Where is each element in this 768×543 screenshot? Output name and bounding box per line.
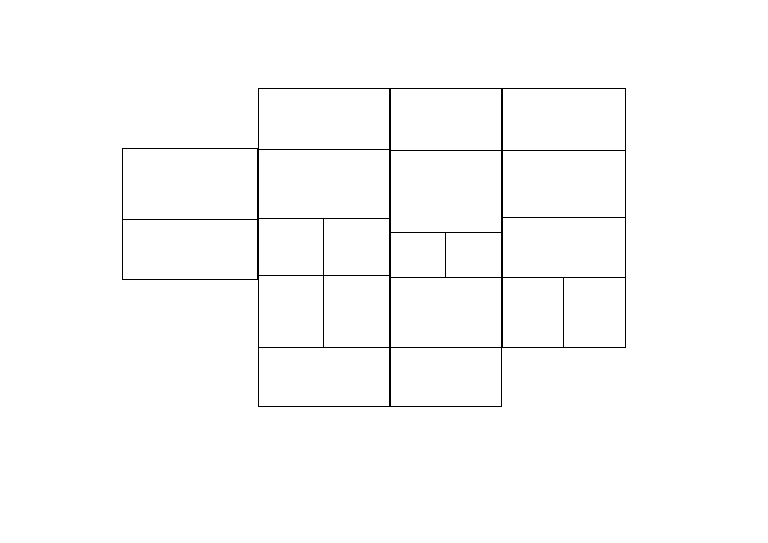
legend xyxy=(140,449,173,464)
class-wednesday-1 xyxy=(391,94,501,97)
class-wednesday-2 xyxy=(446,161,501,232)
day-header-monday xyxy=(122,88,258,96)
timetable xyxy=(78,88,755,450)
time-column-header xyxy=(78,88,122,96)
day-header-friday xyxy=(626,88,755,96)
